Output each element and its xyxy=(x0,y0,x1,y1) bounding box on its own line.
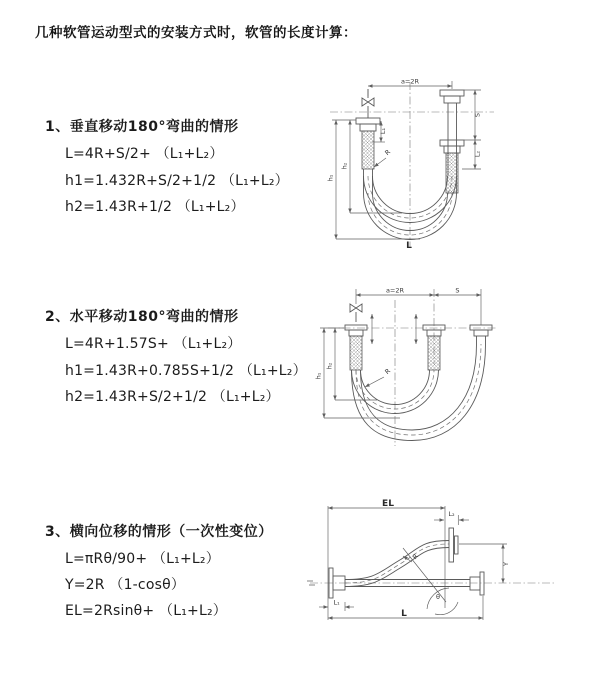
right-flange xyxy=(470,572,484,595)
section2-formula-h2: h2=1.43R+S/2+1/2 （L₁+L₂） xyxy=(65,389,280,405)
braided-hose-middle xyxy=(428,336,440,370)
dim-label-l2: L₂ xyxy=(473,150,482,158)
braided-hose-left xyxy=(362,131,374,169)
hose-u-bend-position-b xyxy=(352,344,486,441)
dim-l1 xyxy=(319,599,354,612)
braided-hose-right xyxy=(446,153,458,193)
right-flange-upper xyxy=(440,90,464,103)
right-flange-lower xyxy=(440,140,464,153)
section3-formula-l: L=πRθ/90+ （L₁+L₂） xyxy=(65,551,220,567)
dim-label-el: EL xyxy=(382,499,394,509)
dim-length xyxy=(328,609,483,619)
dim-label-r: R xyxy=(410,552,420,562)
diagram-horizontal-180-bend xyxy=(312,284,600,454)
upper-flange xyxy=(449,528,458,562)
left-flange xyxy=(345,325,367,336)
dim-label-h1: h₁ xyxy=(326,174,335,182)
dim-s xyxy=(464,90,482,140)
radius-callout xyxy=(365,367,392,387)
dim-s xyxy=(434,287,481,296)
section1-formula-h1: h1=1.432R+S/2+1/2 （L₁+L₂） xyxy=(65,173,289,189)
dim-label-h2: h₂ xyxy=(325,362,334,370)
dim-label-length: L xyxy=(406,241,412,251)
dim-label-l1: L₁ xyxy=(379,127,387,135)
diagram-lateral-displacement xyxy=(300,498,600,643)
page-title: 几种软管运动型式的安装方式时，软管的长度计算： xyxy=(35,25,357,41)
valve-icon xyxy=(362,89,374,118)
radius-callout xyxy=(374,148,392,167)
section2-formula-h1: h1=1.43R+0.785S+1/2 （L₁+L₂） xyxy=(65,363,307,379)
dim-label-s: S xyxy=(455,286,460,295)
left-flange xyxy=(356,118,380,131)
dim-label-l1: L₁ xyxy=(333,598,340,607)
dim-label-length: L xyxy=(401,609,407,619)
section3-formula-el: EL=2Rsinθ+ （L₁+L₂） xyxy=(65,603,227,619)
dim-label-s: S xyxy=(473,112,482,118)
diagram-vertical-180-bend xyxy=(322,76,502,254)
dim-label-span: a=2R xyxy=(400,77,420,86)
dim-label-span: a=2R xyxy=(385,286,405,295)
braided-hose-left xyxy=(350,336,362,370)
valve-icon xyxy=(350,304,362,322)
dim-label-r: R xyxy=(383,366,393,376)
section1-formula-l: L=4R+S/2+ （L₁+L₂） xyxy=(65,146,224,162)
dim-label-theta: θ xyxy=(436,593,440,601)
section1-formula-h2: h2=1.43R+1/2 （L₁+L₂） xyxy=(65,199,245,215)
dim-label-y: Y xyxy=(502,562,510,566)
angle-theta xyxy=(403,548,458,615)
dim-y xyxy=(459,544,510,583)
dim-label-l2: L₂ xyxy=(448,510,455,518)
dim-label-h2: h₂ xyxy=(340,162,349,170)
section1-heading: 1、垂直移动180°弯曲的情形 xyxy=(45,119,239,135)
dim-l2 xyxy=(434,510,469,525)
section3-formula-y: Y=2R （1-cosθ） xyxy=(65,577,186,593)
dim-l2 xyxy=(462,140,482,169)
dim-el xyxy=(328,499,445,509)
section2-heading: 2、水平移动180°弯曲的情形 xyxy=(45,309,239,325)
right-flange xyxy=(470,325,492,336)
dim-label-h1: h₁ xyxy=(314,372,323,380)
section2-formula-l: L=4R+1.57S+ （L₁+L₂） xyxy=(65,336,242,352)
dim-label-r: R xyxy=(383,147,393,157)
section3-heading: 3、横向位移的情形（一次性变位） xyxy=(45,524,273,540)
